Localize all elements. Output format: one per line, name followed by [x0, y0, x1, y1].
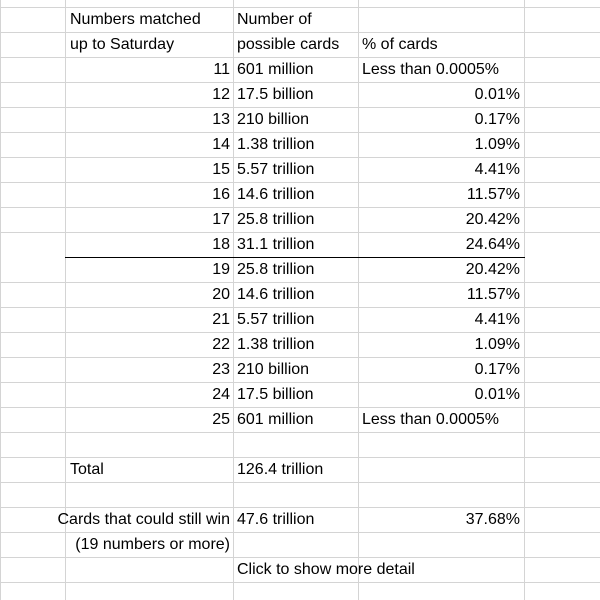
- cell-possible[interactable]: 31.1 trillion: [237, 236, 315, 253]
- cell-percent[interactable]: 20.42%: [465, 261, 520, 278]
- cell-percent[interactable]: 11.57%: [466, 186, 520, 203]
- still-win-value[interactable]: 47.6 trillion: [237, 511, 315, 528]
- header-possible-line1: Number of: [237, 11, 312, 28]
- grid-row-line: [0, 582, 600, 583]
- cell-possible[interactable]: 5.57 trillion: [237, 311, 315, 328]
- cell-matched[interactable]: 18: [212, 236, 230, 253]
- cell-matched[interactable]: 16: [212, 186, 230, 203]
- cell-percent[interactable]: Less than 0.0005%: [362, 61, 499, 78]
- header-percent: % of cards: [362, 36, 438, 53]
- cell-percent[interactable]: 11.57%: [466, 286, 520, 303]
- show-more-detail-link[interactable]: Click to show more detail: [237, 561, 415, 578]
- total-value[interactable]: 126.4 trillion: [237, 461, 324, 478]
- cell-possible[interactable]: 14.6 trillion: [237, 186, 315, 203]
- cell-percent[interactable]: 0.17%: [474, 111, 520, 128]
- header-matched-line2: up to Saturday: [70, 36, 175, 53]
- cell-matched[interactable]: 22: [212, 336, 230, 353]
- cell-percent[interactable]: 1.09%: [474, 136, 520, 153]
- cell-possible[interactable]: 25.8 trillion: [237, 211, 315, 228]
- cell-percent[interactable]: 20.42%: [465, 211, 520, 228]
- grid-row-line: [0, 482, 600, 483]
- cell-matched[interactable]: 19: [212, 261, 230, 278]
- grid-column-line: [524, 0, 525, 600]
- cell-matched[interactable]: 13: [212, 111, 230, 128]
- cell-possible[interactable]: 14.6 trillion: [237, 286, 315, 303]
- cell-matched[interactable]: 14: [212, 136, 230, 153]
- cell-matched[interactable]: 17: [212, 211, 230, 228]
- still-win-percent[interactable]: 37.68%: [465, 511, 520, 528]
- cell-percent[interactable]: 24.64%: [465, 236, 520, 253]
- grid-column-line: [233, 0, 234, 600]
- cell-matched[interactable]: 21: [212, 311, 230, 328]
- cell-possible[interactable]: 1.38 trillion: [237, 136, 315, 153]
- cell-possible[interactable]: 25.8 trillion: [237, 261, 315, 278]
- cell-possible[interactable]: 601 million: [237, 411, 314, 428]
- cell-possible[interactable]: 17.5 billion: [237, 386, 314, 403]
- cell-matched[interactable]: 11: [213, 61, 230, 78]
- cell-matched[interactable]: 12: [212, 86, 230, 103]
- cell-percent[interactable]: 1.09%: [474, 336, 520, 353]
- cell-possible[interactable]: 601 million: [237, 61, 314, 78]
- cell-matched[interactable]: 25: [212, 411, 230, 428]
- cell-matched[interactable]: 24: [212, 386, 230, 403]
- cell-percent[interactable]: 4.41%: [474, 311, 520, 328]
- total-label[interactable]: Total: [70, 461, 104, 478]
- cell-possible[interactable]: 210 billion: [237, 361, 310, 378]
- cell-percent[interactable]: 4.41%: [474, 161, 520, 178]
- cell-possible[interactable]: 1.38 trillion: [237, 336, 315, 353]
- cell-percent[interactable]: 0.01%: [474, 386, 520, 403]
- still-win-label[interactable]: Cards that could still win: [57, 511, 230, 528]
- cell-possible[interactable]: 210 billion: [237, 111, 310, 128]
- header-possible-line2: possible cards: [237, 36, 340, 53]
- still-win-sublabel[interactable]: (19 numbers or more): [75, 536, 230, 553]
- grid-row-line: [0, 432, 600, 433]
- cell-percent[interactable]: 0.17%: [474, 361, 520, 378]
- cell-possible[interactable]: 5.57 trillion: [237, 161, 315, 178]
- cell-matched[interactable]: 20: [212, 286, 230, 303]
- cell-percent[interactable]: Less than 0.0005%: [362, 411, 499, 428]
- cell-possible[interactable]: 17.5 billion: [237, 86, 314, 103]
- cell-percent[interactable]: 0.01%: [474, 86, 520, 103]
- cell-matched[interactable]: 15: [212, 161, 230, 178]
- cell-matched[interactable]: 23: [212, 361, 230, 378]
- header-matched-line1: Numbers matched: [70, 11, 201, 28]
